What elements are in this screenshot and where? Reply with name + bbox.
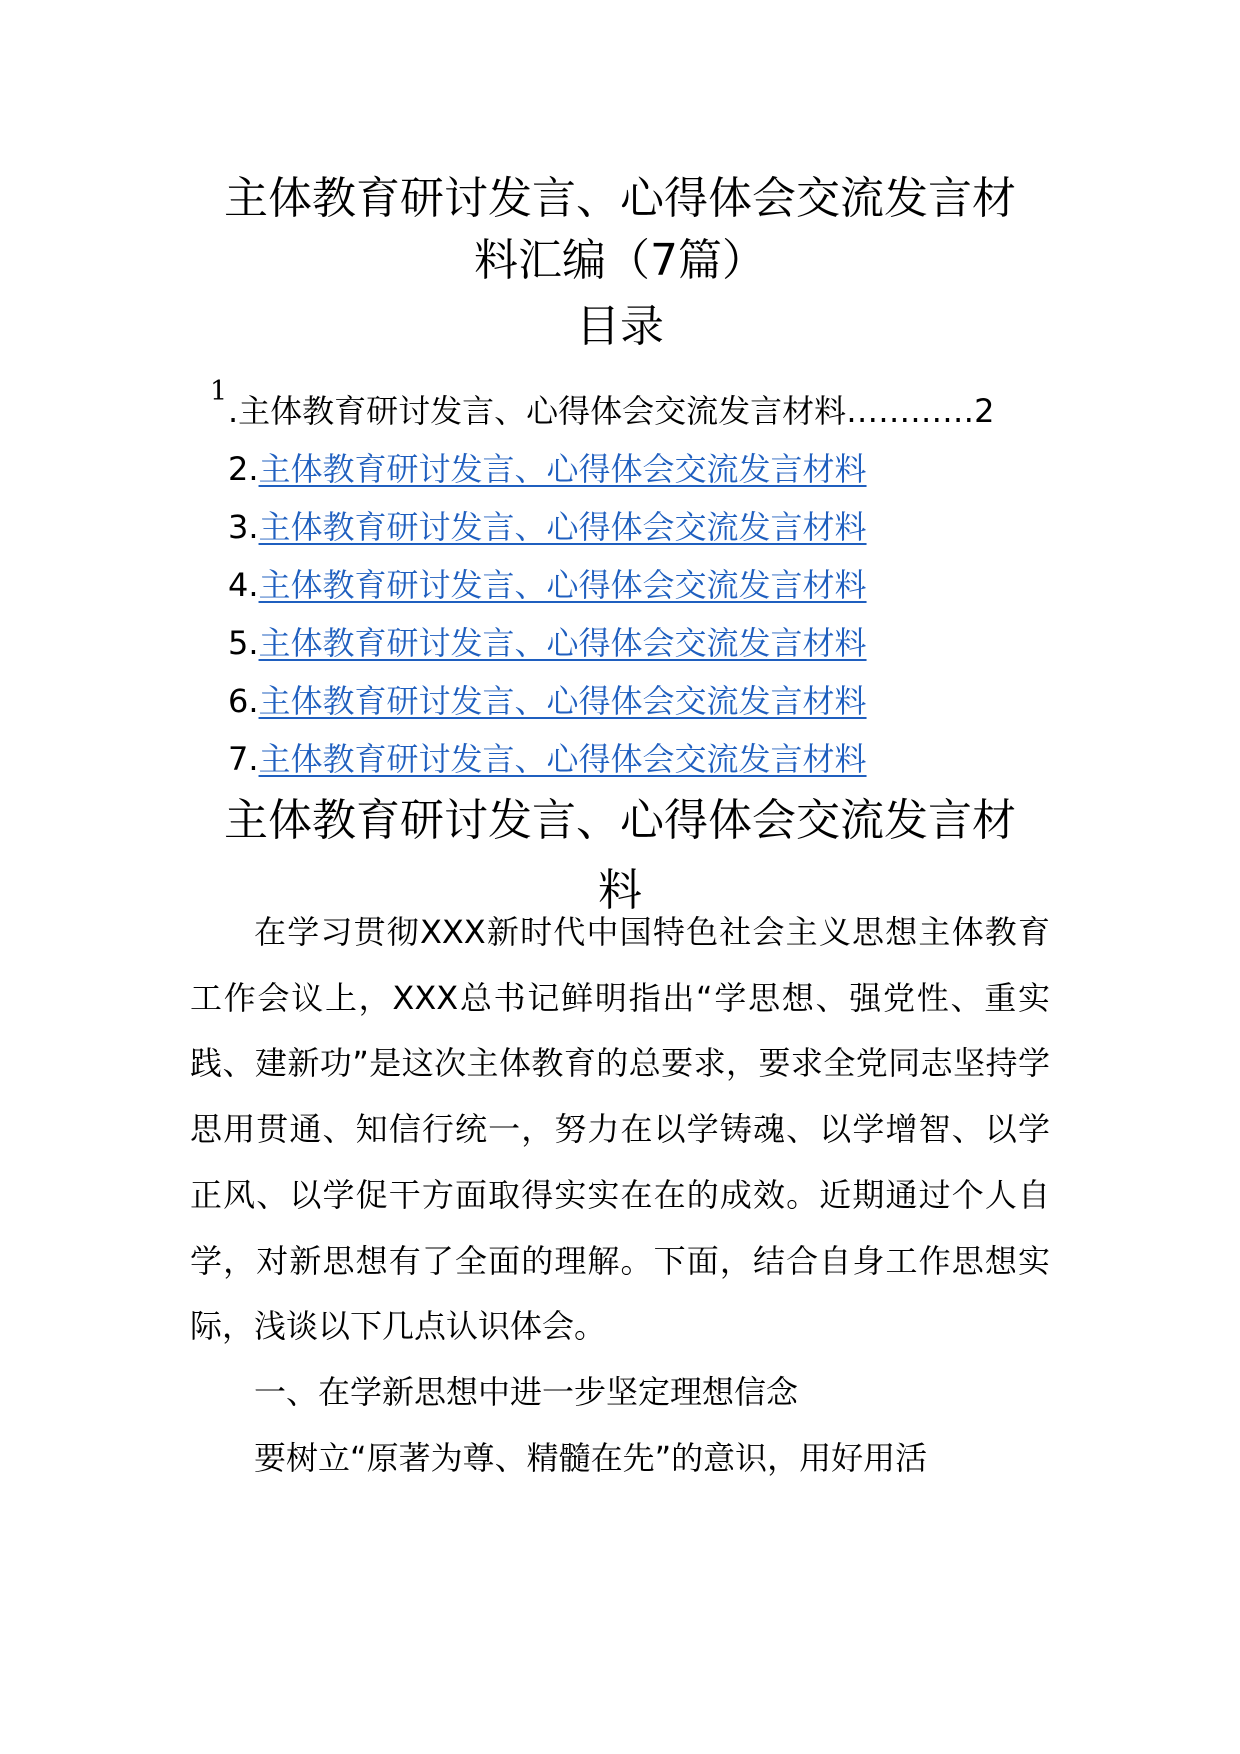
toc-item-number: 6. [228, 682, 259, 720]
section-title-line-1: 主体教育研讨发言、心得体会交流发言材 [224, 795, 1016, 846]
toc-first-number: 1 [210, 376, 228, 407]
toc-item-number: 2. [228, 450, 259, 488]
toc-item-5[interactable] [228, 621, 867, 665]
toc-heading: 目录 [576, 301, 664, 352]
body-paragraph-2: 要树立“原著为尊、精髓在先”的意识，用好用活 [254, 1438, 928, 1477]
document-title-line-1: 主体教育研讨发言、心得体会交流发言材 [224, 173, 1016, 224]
article-body [190, 900, 1050, 1491]
toc-item-3[interactable] [228, 505, 867, 549]
toc-item-number: 5. [228, 624, 259, 662]
toc-item-1[interactable] [228, 389, 995, 433]
toc-item-6[interactable] [228, 679, 867, 723]
toc-item-text: .主体教育研讨发言、心得体会交流发言材料…………2 [228, 392, 995, 430]
section-title-line-2: 料 [598, 865, 642, 916]
toc-link[interactable]: 主体教育研讨发言、心得体会交流发言材料 [258, 624, 867, 662]
toc-item-7[interactable] [228, 737, 867, 781]
toc-item-4[interactable] [228, 563, 867, 607]
toc-item-2[interactable] [228, 447, 867, 491]
toc-link[interactable]: 主体教育研讨发言、心得体会交流发言材料 [258, 450, 867, 488]
body-paragraph-1: 在学习贯彻XXX新时代中国特色社会主义思想主体教育工作会议上，XXX总书记鲜明指出“学思想、强党性、重实践、建新功”是这次主体教育的总要求，要求全党同志坚持学思用贯通、知信行统一，努力在以学铸魂、以学增智、以学正风、以学促干方面取得实实在在的成效。近期通过个人自学，对新思想有了全面的理解。下面，结合自身工作思想实际，浅谈以下几点认识体会。 [190, 913, 1050, 1346]
toc-link[interactable]: 主体教育研讨发言、心得体会交流发言材料 [258, 508, 867, 546]
toc-link[interactable]: 主体教育研讨发言、心得体会交流发言材料 [258, 682, 867, 720]
toc-link[interactable]: 主体教育研讨发言、心得体会交流发言材料 [258, 566, 867, 604]
toc-item-number: 7. [228, 740, 259, 778]
toc-item-number: 4. [228, 566, 259, 604]
toc-item-number: 3. [228, 508, 259, 546]
document-title-line-2: 料汇编（7篇） [474, 235, 766, 286]
section-heading-1: 一、在学新思想中进一步坚定理想信念 [254, 1372, 799, 1411]
toc-link[interactable]: 主体教育研讨发言、心得体会交流发言材料 [258, 740, 867, 778]
